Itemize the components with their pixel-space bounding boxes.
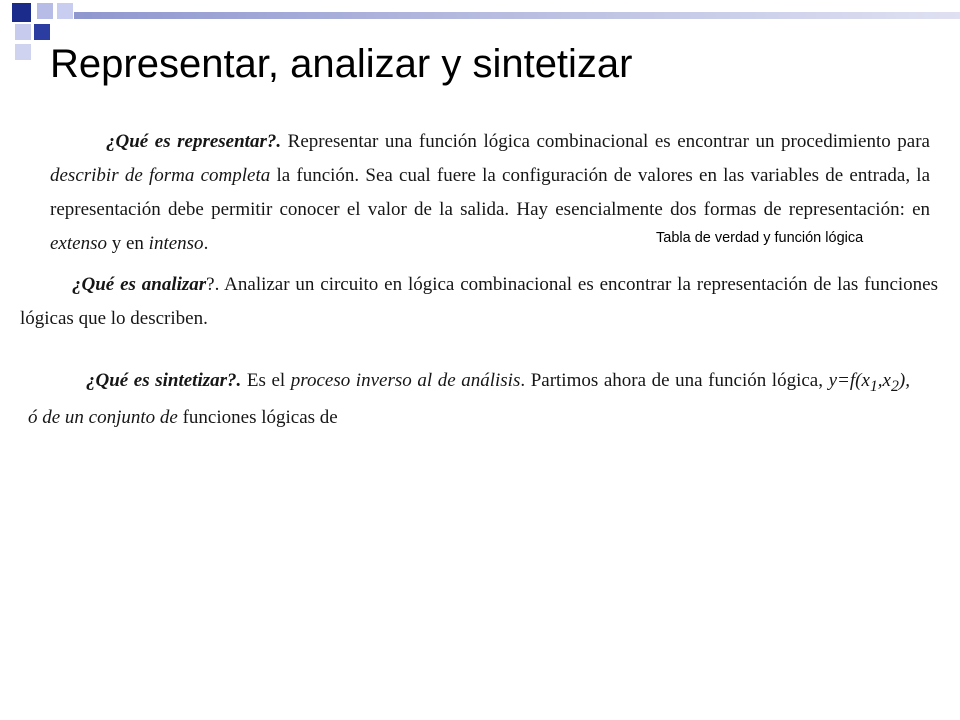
text-fragment: la función. Sea cual fuere la configuración de valores en las variables de entrada, la representación debe permitir conocer el valor de la salida. Hay esencialmente dos formas de representación: en [50, 165, 931, 220]
slide-title: Representar, analizar y sintetizar [50, 42, 633, 86]
text-fragment: Es el [241, 370, 291, 391]
formula-part: ,x [877, 370, 891, 391]
paragraph-sintetizar [28, 365, 910, 433]
formula-part: y=f(x [828, 370, 870, 391]
formula-part: ), ó de un conjunto de [28, 370, 910, 428]
emphasis-text: describir de forma completa [50, 165, 271, 186]
paragraph-analizar [20, 268, 938, 336]
text-fragment: y en [106, 233, 149, 254]
decorative-square [34, 24, 50, 40]
emphasis-text: extenso [50, 233, 107, 254]
text-fragment: . Partimos ahora de una función lógica, [520, 370, 829, 391]
title-accent-bar [74, 12, 960, 19]
text-fragment: funciones lógicas de [182, 406, 338, 428]
subscript: 2 [890, 377, 899, 395]
decorative-square [15, 24, 31, 40]
subscript: 1 [869, 377, 878, 395]
text-fragment: ?. Analizar un circuito en lógica combinacional es encontrar la representación de las funciones lógicas que lo describen. [20, 274, 938, 329]
decorative-square [37, 3, 53, 19]
decorative-square [12, 3, 31, 22]
emphasis-text: proceso inverso al de análisis [290, 370, 521, 391]
text-fragment: . [203, 233, 209, 254]
question-representar: ¿Qué es representar?. [106, 131, 282, 152]
decorative-square [57, 3, 73, 19]
emphasis-text: intenso [148, 233, 204, 254]
decorative-square [15, 44, 31, 60]
text-fragment: Representar una función lógica combinacional es encontrar un procedimiento para [281, 131, 930, 152]
question-sintetizar: ¿Qué es sintetizar?. [86, 370, 242, 391]
caption-truth-table: Tabla de verdad y función lógica [656, 230, 864, 246]
question-analizar: ¿Qué es analizar [72, 274, 207, 295]
